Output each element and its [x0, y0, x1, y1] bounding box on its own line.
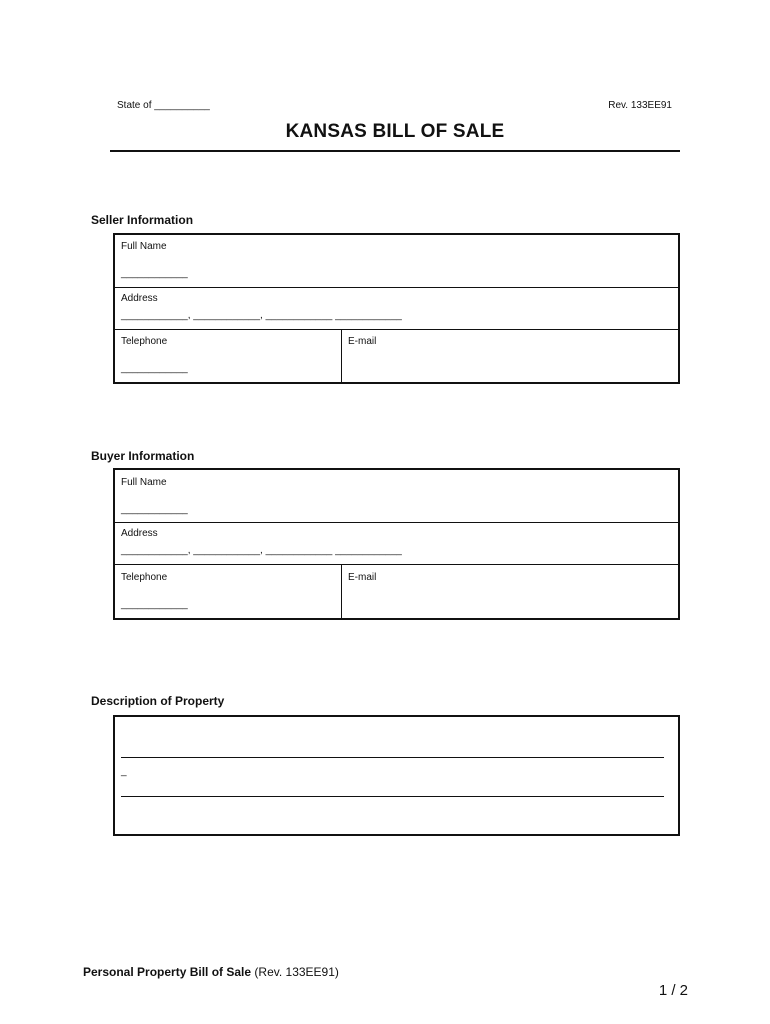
- seller-email-field[interactable]: [347, 330, 678, 382]
- footer-doc-title: Personal Property Bill of Sale: [83, 965, 252, 979]
- seller-full-name-field[interactable]: ____________: [121, 268, 188, 279]
- buyer-address-row: [115, 523, 678, 565]
- buyer-address-label: Address: [121, 528, 158, 539]
- seller-address-row: [115, 288, 678, 330]
- property-section-heading: Description of Property: [91, 694, 225, 708]
- buyer-full-name-field[interactable]: ____________: [121, 504, 188, 515]
- page-title: KANSAS BILL OF SALE: [285, 121, 505, 142]
- buyer-info-box: [113, 468, 680, 620]
- seller-section-heading: Seller Information: [91, 213, 194, 227]
- seller-email-label: E-mail: [348, 336, 377, 347]
- buyer-full-name-label: Full Name: [121, 477, 167, 488]
- title-divider: [110, 150, 680, 152]
- seller-info-box: [113, 233, 680, 384]
- seller-full-name-row: [115, 235, 678, 288]
- seller-address-label: Address: [121, 293, 158, 304]
- buyer-email-label: E-mail: [348, 572, 377, 583]
- buyer-telephone-field[interactable]: ____________: [121, 599, 188, 610]
- seller-contact-row: [115, 330, 678, 382]
- seller-telephone-label: Telephone: [121, 336, 168, 347]
- buyer-section-heading: Buyer Information: [91, 449, 195, 463]
- description-line-2: [121, 796, 664, 797]
- page-number: 1 / 2: [658, 982, 688, 999]
- footer-document-name: [83, 965, 339, 979]
- buyer-contact-row: [115, 565, 678, 618]
- seller-full-name-label: Full Name: [121, 241, 167, 252]
- footer-doc-revision: (Rev. 133EE91): [254, 965, 339, 979]
- seller-telephone-field[interactable]: ____________: [121, 363, 188, 374]
- seller-contact-divider: [341, 330, 342, 382]
- state-of-field: State of __________: [117, 100, 210, 111]
- buyer-address-field[interactable]: ____________, ____________, ____________ ____________: [121, 545, 402, 556]
- buyer-email-field[interactable]: [347, 565, 678, 618]
- description-line-1: [121, 757, 664, 758]
- buyer-full-name-row: [115, 470, 678, 523]
- buyer-contact-divider: [341, 565, 342, 618]
- buyer-telephone-label: Telephone: [121, 572, 168, 583]
- description-stray-mark: _: [121, 766, 127, 777]
- revision-label: Rev. 133EE91: [608, 100, 672, 111]
- seller-address-field[interactable]: ____________, ____________, ____________ ____________: [121, 310, 402, 321]
- property-description-box[interactable]: [113, 715, 680, 836]
